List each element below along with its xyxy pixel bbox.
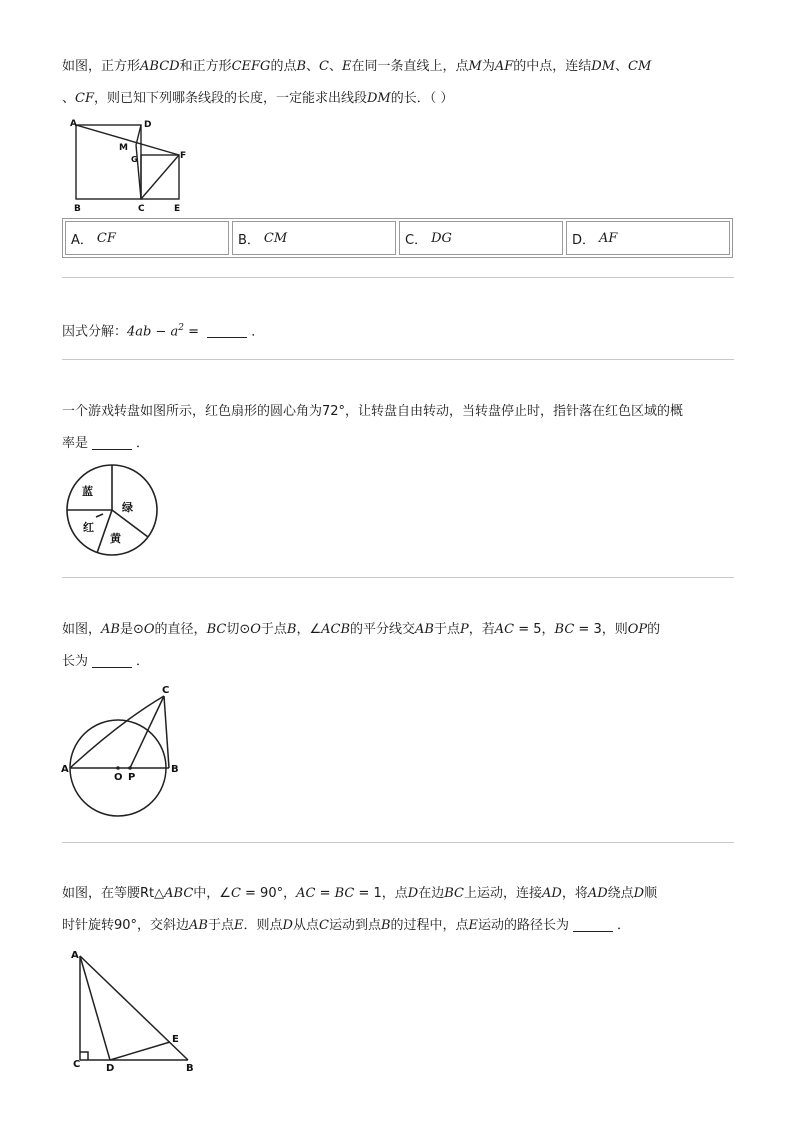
q4-label-o: O (114, 772, 123, 783)
q4-label-p: P (128, 772, 136, 783)
q1-squares-figure (64, 115, 194, 215)
q5-label-b: B (186, 1063, 194, 1074)
separator (62, 277, 734, 278)
q4-answer-blank[interactable] (92, 653, 132, 668)
q1-option-d[interactable]: D． AF (566, 221, 730, 255)
q5-stem-line2: 时针旋转90°，交斜边AB于点E．则点D从点C运动到点B的过程中，点E运动的路径长为 ． (62, 918, 631, 933)
q5-label-c: C (73, 1059, 81, 1070)
q3-spinner-figure (62, 463, 166, 559)
q1-label-m: M (119, 143, 128, 153)
q2-stem: 因式分解：$4ab - a^2$ = ． (62, 323, 265, 340)
q1-label-d: D (144, 120, 152, 130)
q3-sector-blue: 蓝 (82, 485, 93, 498)
q1-option-c[interactable]: C． DG (399, 221, 563, 255)
separator (62, 577, 734, 578)
q5-triangle-figure (66, 944, 206, 1074)
q4-stem-line1: 如图，AB是⊙O的直径，BC切⊙O于点B，∠ACB的平分线交AB于点P，若AC = 5，BC = 3，则OP的 (62, 622, 661, 637)
q3-stem-line1: 一个游戏转盘如图所示，红色扇形的圆心角为72°，让转盘自由转动，当转盘停止时，指针落在红色区域的概 (62, 404, 684, 419)
q3-sector-red: 红 (83, 521, 94, 534)
q1-label-g: G (131, 155, 138, 164)
separator (62, 359, 734, 360)
q1-stem-line1: 如图，正方形ABCD和正方形CEFG的点B、C、E在同一条直线上，点M为AF的中点，连结DM、CM (62, 59, 652, 74)
q3-sector-green: 绿 (122, 501, 133, 514)
q4-label-b: B (171, 764, 179, 775)
q1-stem-line2: 、CF，则已知下列哪条线段的长度，一定能求出线段DM的长．（ ） (62, 91, 454, 106)
q4-label-a: A (61, 764, 69, 775)
q5-label-e: E (172, 1034, 179, 1045)
separator (62, 842, 734, 843)
q1-option-a[interactable]: A． CF (65, 221, 229, 255)
q5-answer-blank[interactable] (573, 917, 613, 932)
q5-label-a: A (71, 950, 79, 961)
q4-stem-line2: 长为 ． (62, 654, 150, 669)
q3-answer-blank[interactable] (92, 435, 132, 450)
q1-option-b[interactable]: B． CM (232, 221, 396, 255)
q1-label-f: F (180, 151, 187, 161)
q1-label-c: C (138, 204, 145, 214)
q1-options-table (62, 218, 733, 258)
q2-answer-blank[interactable] (207, 323, 247, 338)
q3-sector-yellow: 黄 (110, 532, 121, 545)
q4-circle-figure (60, 682, 184, 820)
q1-label-b: B (74, 204, 81, 214)
q1-label-e: E (174, 204, 181, 214)
q3-stem-line2: 率是 ． (62, 436, 150, 451)
q1-label-a: A (70, 119, 77, 129)
q4-label-c: C (162, 685, 170, 696)
q5-label-d: D (106, 1063, 115, 1074)
q5-stem-line1: 如图，在等腰Rt△ABC中，∠C = 90°，AC = BC = 1，点D在边BC上运动，连接AD，将AD绕点D顺 (62, 886, 658, 901)
